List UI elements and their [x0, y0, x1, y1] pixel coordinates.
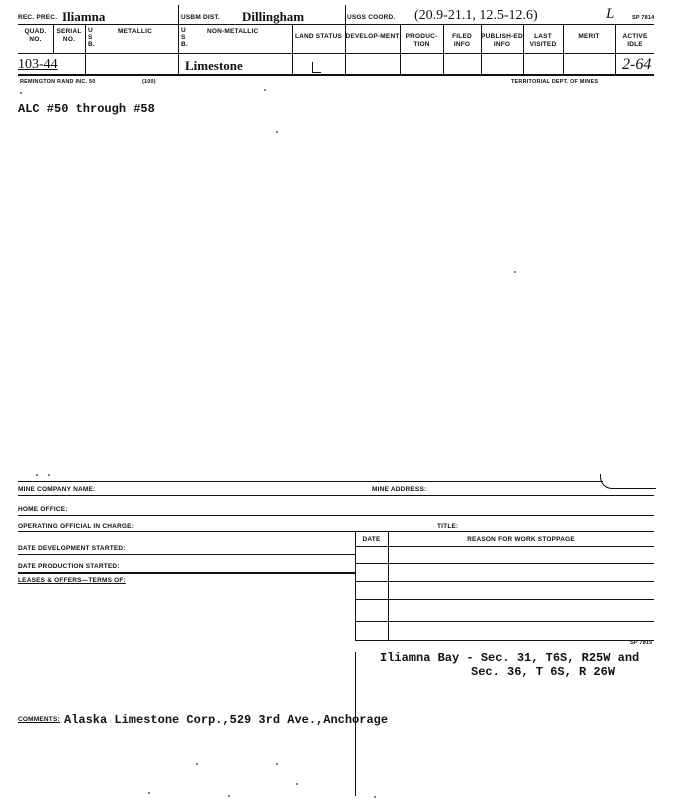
operating-official-label: OPERATING OFFICIAL IN CHARGE: [18, 523, 135, 530]
quad-label: QUAD. NO. [24, 28, 47, 43]
land-status-mark [312, 62, 321, 73]
form-code-bottom: SP 7815 [630, 640, 653, 646]
home-office-label: HOME OFFICE: [18, 506, 68, 513]
serial-label: SERIAL NO. [56, 28, 82, 43]
quad-value: 103-44 [18, 57, 58, 72]
last-visited-label: LAST VISITED [529, 33, 557, 48]
reason-col-label: REASON FOR WORK STOPPAGE [467, 536, 575, 543]
comments-value: Alaska Limestone Corp.,529 3rd Ave.,Anchorage [64, 713, 389, 727]
metallic-label: METALLIC [118, 28, 152, 35]
production-label: PRODUC-TION [405, 33, 438, 48]
leases-label: LEASES & OFFERS—TERMS OF: [18, 577, 126, 584]
usbm-dist-value: Dillingham [242, 9, 305, 24]
comments-label: COMMENTS: [18, 716, 60, 723]
mine-company-label: MINE COMPANY NAME: [18, 486, 96, 493]
land-status-label: LAND STATUS [294, 33, 343, 40]
rec-prec-label: REC. PREC. [18, 14, 58, 21]
metallic-prefix: U S B. [88, 27, 95, 48]
usgs-coord-value: (20.9-21.1, 12.5-12.6) [414, 8, 538, 23]
title-label: TITLE: [437, 523, 459, 530]
published-info-label: PUBLISH-ED INFO [481, 33, 523, 48]
location-line1: Iliamna Bay - Sec. 31, T6S, R25W and [380, 651, 640, 665]
typed-line: ALC #50 through #58 [18, 102, 155, 116]
mine-address-label: MINE ADDRESS: [372, 486, 427, 493]
active-idle-label: ACTIVE IDLE [622, 33, 648, 48]
merit-label: MERIT [578, 33, 600, 40]
development-label: DEVELOP-MENT [345, 33, 400, 40]
active-idle-value: 2-64 [622, 56, 652, 73]
department-label: TERRITORIAL DEPT. OF MINES [511, 79, 599, 85]
date-col-label: DATE [362, 536, 381, 543]
nonmetallic-value: Limestone [185, 58, 243, 73]
date-prod-started-label: DATE PRODUCTION STARTED: [18, 563, 120, 570]
location-line2: Sec. 36, T 6S, R 26W [471, 665, 616, 679]
filed-info-label: FILED INFO [452, 33, 472, 48]
printer-code: (100) [142, 79, 156, 85]
form-code-top: SP 7814 [632, 15, 655, 21]
merit-mark: L [606, 6, 615, 22]
usgs-coord-label: USGS COORD. [347, 14, 396, 21]
date-dev-started-label: DATE DEVELOPMENT STARTED: [18, 545, 126, 552]
printer-credit: REMINGTON RAND INC. 50 [20, 79, 96, 85]
rec-prec-value: Iliamna [62, 9, 106, 24]
nonmetallic-prefix: U S B. [181, 27, 188, 48]
nonmetallic-label: NON-METALLIC [207, 28, 259, 35]
usbm-dist-label: USBM DIST. [181, 14, 220, 21]
